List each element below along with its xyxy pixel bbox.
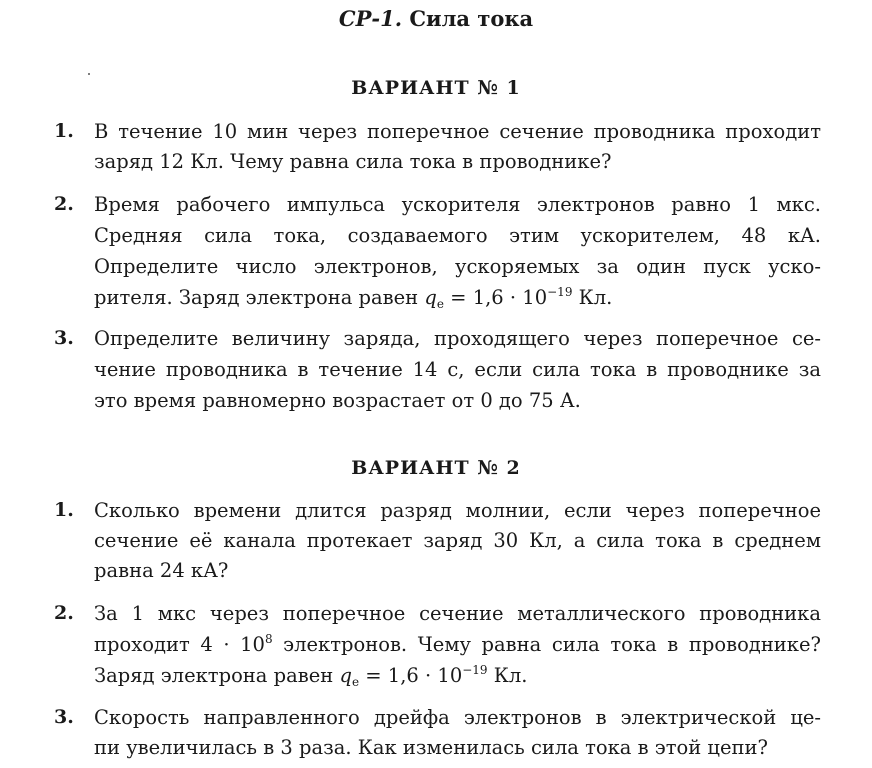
task-number: 1. [54,120,74,142]
task-number: 1. [54,499,74,521]
task-text-line: это время равномерно возрастает от 0 до 75 А. [94,389,581,412]
title-code: СР-1. [338,6,403,31]
formula-exponent: −19 [462,663,488,677]
variant-1-heading: ВАРИАНТ № 1 [351,77,521,99]
formula-unit: Кл. [493,664,528,687]
task-text: электронов. Чему равна сила тока в проводнике? [283,633,821,656]
task-text-line-formula [94,664,821,688]
variant-2-heading: ВАРИАНТ № 2 [351,457,521,479]
task-text-line: Время рабочего импульса ускорителя электронов равно 1 мкс. [94,193,821,216]
task-text-line: пи увеличилась в 3 раза. Как изменилась сила тока в этой цепи? [94,736,768,759]
task-number: 2. [54,193,74,215]
charge-subscript: e [351,675,360,689]
charge-symbol: q [424,286,437,309]
task-text-line: Определите величину заряда, проходящего через поперечное се- [94,327,821,350]
power-exponent: 8 [264,632,273,646]
task-text-line: Скорость направленного дрейфа электронов в электрической це- [94,706,821,729]
task-number: 3. [54,327,74,349]
formula-unit: Кл. [578,286,613,309]
task-text-line: Сколько времени длится разряд молнии, если через поперечное [94,499,821,522]
title-topic: Сила тока [409,6,534,31]
task-text-line: Средняя сила тока, создаваемого этим ускорителем, 48 кА. [94,224,821,247]
task-text-line: чение проводника в течение 14 с, если сила тока в проводнике за [94,358,821,381]
task-text-line: Определите число электронов, ускоряемых за один пуск уско- [94,255,821,278]
formula-value: = 1,6 · 10 [365,664,463,687]
task-number: 3. [54,706,74,728]
task-number: 2. [54,602,74,624]
task-text: проходит 4 · 10 [94,633,265,656]
task-text-line: сечение её канала протекает заряд 30 Кл, а сила тока в среднем [94,529,821,552]
formula-exponent: −19 [547,285,573,299]
task-text-line-formula [94,286,821,310]
task-text: рителя. Заряд электрона равен [94,286,419,309]
task-text-line-power [94,633,821,657]
formula-value: = 1,6 · 10 [450,286,548,309]
scan-speck [88,73,90,75]
page-title [0,6,872,31]
charge-symbol: q [339,664,352,687]
task-text-line: За 1 мкс через поперечное сечение металлического проводника [94,602,821,625]
task-text-line: В течение 10 мин через поперечное сечение проводника проходит [94,120,821,143]
charge-subscript: e [436,297,444,311]
task-text: Заряд электрона равен [94,664,334,687]
task-text-line: заряд 12 Кл. Чему равна сила тока в проводнике? [94,150,612,173]
task-text-line: равна 24 кА? [94,559,229,582]
